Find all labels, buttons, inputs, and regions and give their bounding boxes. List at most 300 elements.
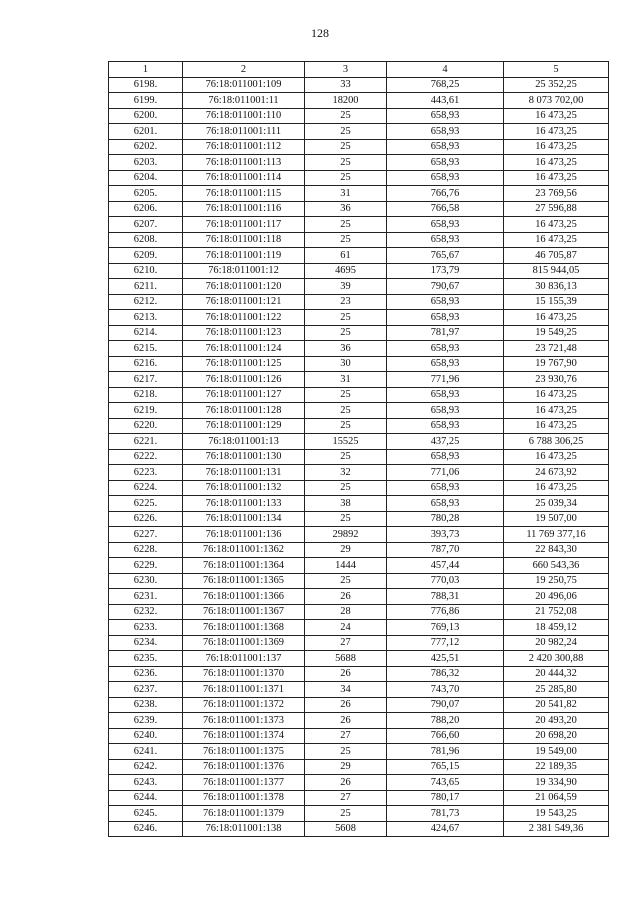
table-row: [109, 387, 609, 403]
area-cell: 26: [305, 666, 387, 682]
row-number-cell: 6230.: [109, 573, 183, 589]
area-cell: 18200: [305, 93, 387, 109]
row-number-cell: 6246.: [109, 821, 183, 837]
column-header-2: 2: [183, 62, 305, 78]
table-row: [109, 744, 609, 760]
value-cell: 24 673,92: [504, 465, 609, 481]
value-cell: 19 334,90: [504, 775, 609, 791]
cadastral-number-cell: 76:18:011001:1374: [183, 728, 305, 744]
rate-cell: 658,93: [387, 294, 504, 310]
value-cell: 19 507,00: [504, 511, 609, 527]
value-cell: 21 064,59: [504, 790, 609, 806]
value-cell: 16 473,25: [504, 480, 609, 496]
cadastral-number-cell: 76:18:011001:1375: [183, 744, 305, 760]
area-cell: 5608: [305, 821, 387, 837]
cadastral-number-cell: 76:18:011001:111: [183, 124, 305, 140]
column-header-1: 1: [109, 62, 183, 78]
cadastral-number-cell: 76:18:011001:130: [183, 449, 305, 465]
row-number-cell: 6241.: [109, 744, 183, 760]
area-cell: 29892: [305, 527, 387, 543]
rate-cell: 437,25: [387, 434, 504, 450]
cadastral-number-cell: 76:18:011001:1373: [183, 713, 305, 729]
cadastral-number-cell: 76:18:011001:136: [183, 527, 305, 543]
table-row: [109, 604, 609, 620]
cadastral-number-cell: 76:18:011001:115: [183, 186, 305, 202]
area-cell: 25: [305, 232, 387, 248]
value-cell: 16 473,25: [504, 449, 609, 465]
value-cell: 16 473,25: [504, 170, 609, 186]
value-cell: 16 473,25: [504, 217, 609, 233]
value-cell: 20 496,06: [504, 589, 609, 605]
area-cell: 28: [305, 604, 387, 620]
cadastral-number-cell: 76:18:011001:114: [183, 170, 305, 186]
value-cell: 19 250,75: [504, 573, 609, 589]
rate-cell: 425,51: [387, 651, 504, 667]
rate-cell: 780,17: [387, 790, 504, 806]
cadastral-number-cell: 76:18:011001:1368: [183, 620, 305, 636]
row-number-cell: 6234.: [109, 635, 183, 651]
row-number-cell: 6239.: [109, 713, 183, 729]
cadastral-number-cell: 76:18:011001:109: [183, 77, 305, 93]
table-row: [109, 201, 609, 217]
value-cell: 6 788 306,25: [504, 434, 609, 450]
area-cell: 27: [305, 728, 387, 744]
row-number-cell: 6199.: [109, 93, 183, 109]
cadastral-number-cell: 76:18:011001:138: [183, 821, 305, 837]
row-number-cell: 6200.: [109, 108, 183, 124]
row-number-cell: 6207.: [109, 217, 183, 233]
row-number-cell: 6203.: [109, 155, 183, 171]
table-row: [109, 170, 609, 186]
rate-cell: 658,93: [387, 480, 504, 496]
rate-cell: 776,86: [387, 604, 504, 620]
table-row: [109, 325, 609, 341]
cadastral-number-cell: 76:18:011001:113: [183, 155, 305, 171]
area-cell: 30: [305, 356, 387, 372]
cadastral-number-cell: 76:18:011001:116: [183, 201, 305, 217]
cadastral-number-cell: 76:18:011001:112: [183, 139, 305, 155]
table-row: [109, 341, 609, 357]
row-number-cell: 6240.: [109, 728, 183, 744]
rate-cell: 658,93: [387, 170, 504, 186]
value-cell: 20 698,20: [504, 728, 609, 744]
row-number-cell: 6214.: [109, 325, 183, 341]
table-row: [109, 449, 609, 465]
table-row: [109, 124, 609, 140]
table-row: [109, 620, 609, 636]
table-row: [109, 186, 609, 202]
table-row: [109, 682, 609, 698]
cadastral-number-cell: 76:18:011001:117: [183, 217, 305, 233]
table-row: [109, 542, 609, 558]
value-cell: 25 352,25: [504, 77, 609, 93]
value-cell: 21 752,08: [504, 604, 609, 620]
rate-cell: 443,61: [387, 93, 504, 109]
row-number-cell: 6222.: [109, 449, 183, 465]
rate-cell: 771,96: [387, 372, 504, 388]
value-cell: 19 549,25: [504, 325, 609, 341]
value-cell: 16 473,25: [504, 387, 609, 403]
cadastral-number-cell: 76:18:011001:119: [183, 248, 305, 264]
value-cell: 2 381 549,36: [504, 821, 609, 837]
row-number-cell: 6228.: [109, 542, 183, 558]
area-cell: 25: [305, 480, 387, 496]
table-row: [109, 775, 609, 791]
area-cell: 25: [305, 155, 387, 171]
value-cell: 22 189,35: [504, 759, 609, 775]
table-row: [109, 248, 609, 264]
rate-cell: 658,93: [387, 403, 504, 419]
rate-cell: 658,93: [387, 387, 504, 403]
table-row: [109, 713, 609, 729]
value-cell: 660 543,36: [504, 558, 609, 574]
cadastral-number-cell: 76:18:011001:121: [183, 294, 305, 310]
row-number-cell: 6238.: [109, 697, 183, 713]
value-cell: 16 473,25: [504, 155, 609, 171]
cadastral-number-cell: 76:18:011001:1377: [183, 775, 305, 791]
rate-cell: 658,93: [387, 155, 504, 171]
table-body: [109, 77, 609, 837]
value-cell: 25 039,34: [504, 496, 609, 512]
table-row: [109, 651, 609, 667]
rate-cell: 781,73: [387, 806, 504, 822]
cadastral-number-cell: 76:18:011001:110: [183, 108, 305, 124]
row-number-cell: 6223.: [109, 465, 183, 481]
cadastral-number-cell: 76:18:011001:1379: [183, 806, 305, 822]
cadastral-number-cell: 76:18:011001:1376: [183, 759, 305, 775]
area-cell: 23: [305, 294, 387, 310]
row-number-cell: 6225.: [109, 496, 183, 512]
area-cell: 25: [305, 418, 387, 434]
cadastral-number-cell: 76:18:011001:1372: [183, 697, 305, 713]
row-number-cell: 6243.: [109, 775, 183, 791]
table-row: [109, 372, 609, 388]
table-row: [109, 666, 609, 682]
rate-cell: 658,93: [387, 356, 504, 372]
cadastral-number-cell: 76:18:011001:137: [183, 651, 305, 667]
value-cell: 30 836,13: [504, 279, 609, 295]
row-number-cell: 6209.: [109, 248, 183, 264]
value-cell: 16 473,25: [504, 108, 609, 124]
row-number-cell: 6224.: [109, 480, 183, 496]
table-row: [109, 806, 609, 822]
cadastral-number-cell: 76:18:011001:129: [183, 418, 305, 434]
rate-cell: 790,07: [387, 697, 504, 713]
value-cell: 19 549,00: [504, 744, 609, 760]
value-cell: 20 541,82: [504, 697, 609, 713]
table-row: [109, 527, 609, 543]
table-row: [109, 77, 609, 93]
area-cell: 25: [305, 806, 387, 822]
cadastral-number-cell: 76:18:011001:134: [183, 511, 305, 527]
area-cell: 4695: [305, 263, 387, 279]
table-row: [109, 480, 609, 496]
table-row: [109, 558, 609, 574]
value-cell: 16 473,25: [504, 232, 609, 248]
column-header-5: 5: [504, 62, 609, 78]
value-cell: 23 721,48: [504, 341, 609, 357]
cadastral-number-cell: 76:18:011001:1370: [183, 666, 305, 682]
area-cell: 1444: [305, 558, 387, 574]
rate-cell: 743,70: [387, 682, 504, 698]
cadastral-number-cell: 76:18:011001:133: [183, 496, 305, 512]
cadastral-number-cell: 76:18:011001:123: [183, 325, 305, 341]
cadastral-number-cell: 76:18:011001:125: [183, 356, 305, 372]
row-number-cell: 6237.: [109, 682, 183, 698]
rate-cell: 743,65: [387, 775, 504, 791]
cadastral-number-cell: 76:18:011001:128: [183, 403, 305, 419]
cadastral-number-cell: 76:18:011001:132: [183, 480, 305, 496]
area-cell: 31: [305, 186, 387, 202]
cadastral-number-cell: 76:18:011001:1378: [183, 790, 305, 806]
rate-cell: 781,96: [387, 744, 504, 760]
rate-cell: 771,06: [387, 465, 504, 481]
area-cell: 26: [305, 697, 387, 713]
value-cell: 18 459,12: [504, 620, 609, 636]
rate-cell: 393,73: [387, 527, 504, 543]
row-number-cell: 6220.: [109, 418, 183, 434]
area-cell: 36: [305, 341, 387, 357]
area-cell: 25: [305, 139, 387, 155]
row-number-cell: 6235.: [109, 651, 183, 667]
area-cell: 15525: [305, 434, 387, 450]
area-cell: 25: [305, 573, 387, 589]
row-number-cell: 6227.: [109, 527, 183, 543]
area-cell: 5688: [305, 651, 387, 667]
area-cell: 27: [305, 635, 387, 651]
rate-cell: 658,93: [387, 418, 504, 434]
value-cell: 20 982,24: [504, 635, 609, 651]
value-cell: 11 769 377,16: [504, 527, 609, 543]
area-cell: 25: [305, 387, 387, 403]
value-cell: 16 473,25: [504, 403, 609, 419]
rate-cell: 770,03: [387, 573, 504, 589]
row-number-cell: 6229.: [109, 558, 183, 574]
area-cell: 29: [305, 542, 387, 558]
rate-cell: 777,12: [387, 635, 504, 651]
rate-cell: 424,67: [387, 821, 504, 837]
area-cell: 61: [305, 248, 387, 264]
area-cell: 25: [305, 511, 387, 527]
area-cell: 39: [305, 279, 387, 295]
rate-cell: 658,93: [387, 341, 504, 357]
row-number-cell: 6208.: [109, 232, 183, 248]
rate-cell: 173,79: [387, 263, 504, 279]
data-table: [108, 61, 609, 837]
area-cell: 29: [305, 759, 387, 775]
area-cell: 25: [305, 217, 387, 233]
value-cell: 20 493,20: [504, 713, 609, 729]
area-cell: 25: [305, 449, 387, 465]
area-cell: 32: [305, 465, 387, 481]
row-number-cell: 6218.: [109, 387, 183, 403]
table-row: [109, 155, 609, 171]
rate-cell: 765,67: [387, 248, 504, 264]
area-cell: 25: [305, 108, 387, 124]
value-cell: 16 473,25: [504, 124, 609, 140]
area-cell: 26: [305, 775, 387, 791]
cadastral-number-cell: 76:18:011001:124: [183, 341, 305, 357]
table-row: [109, 279, 609, 295]
row-number-cell: 6216.: [109, 356, 183, 372]
value-cell: 16 473,25: [504, 139, 609, 155]
cadastral-number-cell: 76:18:011001:1364: [183, 558, 305, 574]
value-cell: 16 473,25: [504, 418, 609, 434]
rate-cell: 765,15: [387, 759, 504, 775]
value-cell: 2 420 300,88: [504, 651, 609, 667]
row-number-cell: 6221.: [109, 434, 183, 450]
area-cell: 31: [305, 372, 387, 388]
table-row: [109, 403, 609, 419]
area-cell: 27: [305, 790, 387, 806]
table-row: [109, 217, 609, 233]
area-cell: 25: [305, 744, 387, 760]
table-row: [109, 139, 609, 155]
table-row: [109, 511, 609, 527]
rate-cell: 766,60: [387, 728, 504, 744]
row-number-cell: 6244.: [109, 790, 183, 806]
rate-cell: 658,93: [387, 124, 504, 140]
area-cell: 25: [305, 325, 387, 341]
area-cell: 36: [305, 201, 387, 217]
rate-cell: 658,93: [387, 496, 504, 512]
row-number-cell: 6201.: [109, 124, 183, 140]
table-row: [109, 294, 609, 310]
row-number-cell: 6217.: [109, 372, 183, 388]
area-cell: 25: [305, 170, 387, 186]
value-cell: 19 767,90: [504, 356, 609, 372]
row-number-cell: 6206.: [109, 201, 183, 217]
table-row: [109, 728, 609, 744]
rate-cell: 790,67: [387, 279, 504, 295]
table-row: [109, 93, 609, 109]
row-number-cell: 6211.: [109, 279, 183, 295]
area-cell: 34: [305, 682, 387, 698]
cadastral-number-cell: 76:18:011001:127: [183, 387, 305, 403]
table-row: [109, 821, 609, 837]
rate-cell: 781,97: [387, 325, 504, 341]
table-row: [109, 496, 609, 512]
area-cell: 38: [305, 496, 387, 512]
row-number-cell: 6245.: [109, 806, 183, 822]
rate-cell: 658,93: [387, 449, 504, 465]
value-cell: 20 444,32: [504, 666, 609, 682]
value-cell: 815 944,05: [504, 263, 609, 279]
table-row: [109, 465, 609, 481]
row-number-cell: 6242.: [109, 759, 183, 775]
cadastral-number-cell: 76:18:011001:126: [183, 372, 305, 388]
area-cell: 26: [305, 713, 387, 729]
area-cell: 25: [305, 310, 387, 326]
value-cell: 25 285,80: [504, 682, 609, 698]
cadastral-number-cell: 76:18:011001:118: [183, 232, 305, 248]
row-number-cell: 6236.: [109, 666, 183, 682]
value-cell: 16 473,25: [504, 310, 609, 326]
rate-cell: 658,93: [387, 310, 504, 326]
rate-cell: 658,93: [387, 217, 504, 233]
row-number-cell: 6215.: [109, 341, 183, 357]
rate-cell: 780,28: [387, 511, 504, 527]
row-number-cell: 6212.: [109, 294, 183, 310]
cadastral-number-cell: 76:18:011001:1365: [183, 573, 305, 589]
value-cell: 23 930,76: [504, 372, 609, 388]
table-row: [109, 108, 609, 124]
value-cell: 22 843,30: [504, 542, 609, 558]
value-cell: 46 705,87: [504, 248, 609, 264]
table-row: [109, 434, 609, 450]
row-number-cell: 6233.: [109, 620, 183, 636]
table-row: [109, 589, 609, 605]
value-cell: 27 596,88: [504, 201, 609, 217]
table-row: [109, 263, 609, 279]
table-row: [109, 635, 609, 651]
row-number-cell: 6204.: [109, 170, 183, 186]
cadastral-number-cell: 76:18:011001:120: [183, 279, 305, 295]
table-row: [109, 790, 609, 806]
cadastral-number-cell: 76:18:011001:12: [183, 263, 305, 279]
row-number-cell: 6198.: [109, 77, 183, 93]
value-cell: 15 155,39: [504, 294, 609, 310]
cadastral-number-cell: 76:18:011001:1371: [183, 682, 305, 698]
value-cell: 23 769,56: [504, 186, 609, 202]
table-row: [109, 759, 609, 775]
header-row: [109, 62, 609, 78]
value-cell: 19 543,25: [504, 806, 609, 822]
cadastral-number-cell: 76:18:011001:1369: [183, 635, 305, 651]
rate-cell: 768,25: [387, 77, 504, 93]
row-number-cell: 6232.: [109, 604, 183, 620]
column-header-3: 3: [305, 62, 387, 78]
row-number-cell: 6219.: [109, 403, 183, 419]
row-number-cell: 6202.: [109, 139, 183, 155]
table-row: [109, 418, 609, 434]
rate-cell: 769,13: [387, 620, 504, 636]
rate-cell: 787,70: [387, 542, 504, 558]
rate-cell: 766,76: [387, 186, 504, 202]
rate-cell: 786,32: [387, 666, 504, 682]
area-cell: 24: [305, 620, 387, 636]
cadastral-number-cell: 76:18:011001:1367: [183, 604, 305, 620]
table-row: [109, 356, 609, 372]
cadastral-number-cell: 76:18:011001:131: [183, 465, 305, 481]
row-number-cell: 6226.: [109, 511, 183, 527]
rate-cell: 788,20: [387, 713, 504, 729]
cadastral-number-cell: 76:18:011001:122: [183, 310, 305, 326]
rate-cell: 788,31: [387, 589, 504, 605]
value-cell: 8 073 702,00: [504, 93, 609, 109]
area-cell: 25: [305, 403, 387, 419]
cadastral-number-cell: 76:18:011001:1362: [183, 542, 305, 558]
row-number-cell: 6213.: [109, 310, 183, 326]
cadastral-number-cell: 76:18:011001:1366: [183, 589, 305, 605]
column-header-4: 4: [387, 62, 504, 78]
rate-cell: 658,93: [387, 139, 504, 155]
table-row: [109, 697, 609, 713]
cadastral-number-cell: 76:18:011001:11: [183, 93, 305, 109]
area-cell: 33: [305, 77, 387, 93]
rate-cell: 658,93: [387, 108, 504, 124]
row-number-cell: 6205.: [109, 186, 183, 202]
table-row: [109, 573, 609, 589]
table-row: [109, 310, 609, 326]
page-number: 128: [311, 26, 329, 40]
rate-cell: 766,58: [387, 201, 504, 217]
area-cell: 26: [305, 589, 387, 605]
row-number-cell: 6231.: [109, 589, 183, 605]
area-cell: 25: [305, 124, 387, 140]
rate-cell: 658,93: [387, 232, 504, 248]
table-row: [109, 232, 609, 248]
